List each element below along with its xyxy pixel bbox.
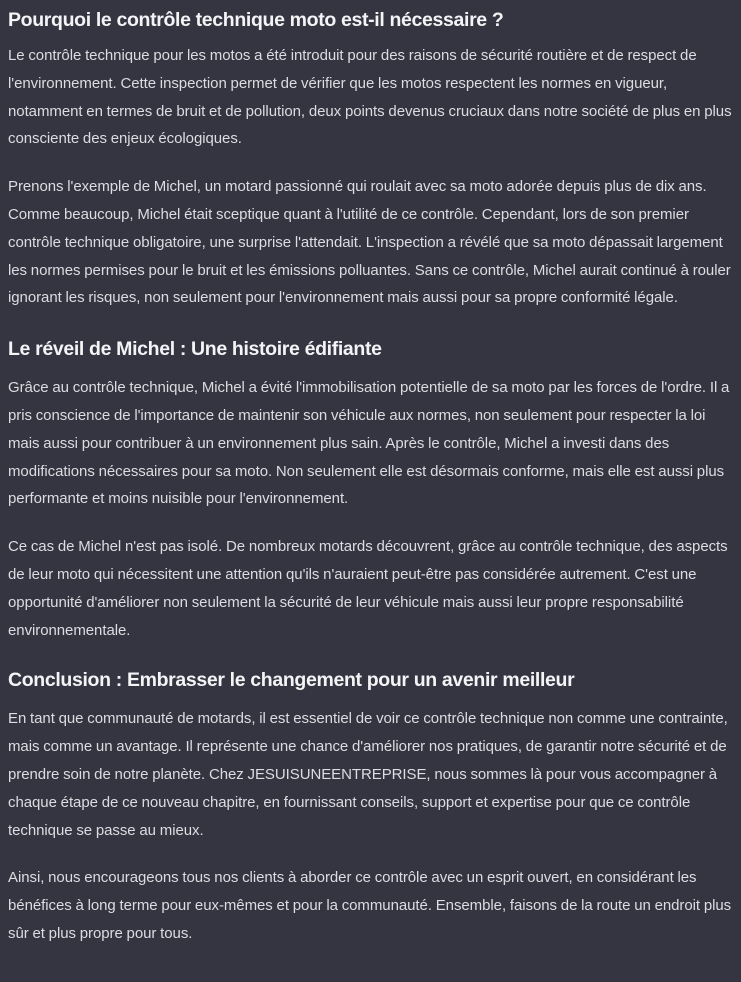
paragraph-cas-michel: Ce cas de Michel n'est pas isolé. De nombreux motards découvrent, grâce au contrôle technique, des aspects de leur moto qui nécessitent une attention qu'ils n'auraient peut-être pas considérée autrement. C'est une opportunité d'améliorer non seulement la sécurité de leur véhicule mais aussi leur propre responsabilité environnementale. <box>8 538 728 639</box>
paragraph-grace-controle: Grâce au contrôle technique, Michel a évité l'immobilisation potentielle de sa moto par les forces de l'ordre. Il a pris conscience de l'importance de maintenir son véhicule aux normes, non seulement pour respecter la loi mais aussi pour contribuer à un environnement plus sain. Après le contrôle, Michel a investi dans des modifications nécessaires pour sa moto. Non seulement elle est désormais conforme, mais elle est aussi plus performante et moins nuisible pour l'environnement. <box>8 379 730 508</box>
paragraph-introduction: Le contrôle technique pour les motos a été introduit pour des raisons de sécurité routière et de respect de l'environnement. Cette inspection permet de vérifier que les motos respectent les normes en vigueur, notamment en termes de bruit et de pollution, deux points devenus cruciaux dans notre société de plus en plus consciente des enjeux écologiques. <box>8 47 732 148</box>
paragraph-communaute: En tant que communauté de motards, il est essentiel de voir ce contrôle technique non comme une contrainte, mais comme un avantage. Il représente une chance d'améliorer nos pratiques, de garantir notre sécurité et de prendre soin de notre planète. Chez JESUISUNEENTREPRISE, nous sommes là pour vous accompagner à chaque étape de ce nouveau chapitre, en fournissant conseils, support et expertise pour que ce contrôle technique se passe au mieux. <box>8 710 728 839</box>
paragraph-encouragement: Ainsi, nous encourageons tous nos clients à aborder ce contrôle avec un esprit ouvert, en considérant les bénéfices à long terme pour eux-mêmes et pour la communauté. Ensemble, faisons de la route un endroit plus sûr et plus propre pour tous. <box>8 869 732 942</box>
section-heading-pourquoi: Pourquoi le contrôle technique moto est-il nécessaire ? <box>8 9 504 31</box>
section-heading-conclusion: Conclusion : Embrasser le changement pour un avenir meilleur <box>8 669 575 692</box>
paragraph-exemple-michel: Prenons l'exemple de Michel, un motard passionné qui roulait avec sa moto adorée depuis plus de dix ans. Comme beaucoup, Michel était sceptique quant à l'utilité de ce contrôle. Cependant, lors de son premier contrôle technique obligatoire, une surprise l'attendait. L'inspection a révélé que sa moto dépassait largement les normes permises pour le bruit et les émissions polluantes. Sans ce contrôle, Michel aurait continué à rouler ignorant les risques, non seulement pour l'environnement mais aussi pour sa propre conformité légale. <box>8 178 731 307</box>
section-heading-reveil: Le réveil de Michel : Une histoire édifiante <box>8 338 382 361</box>
